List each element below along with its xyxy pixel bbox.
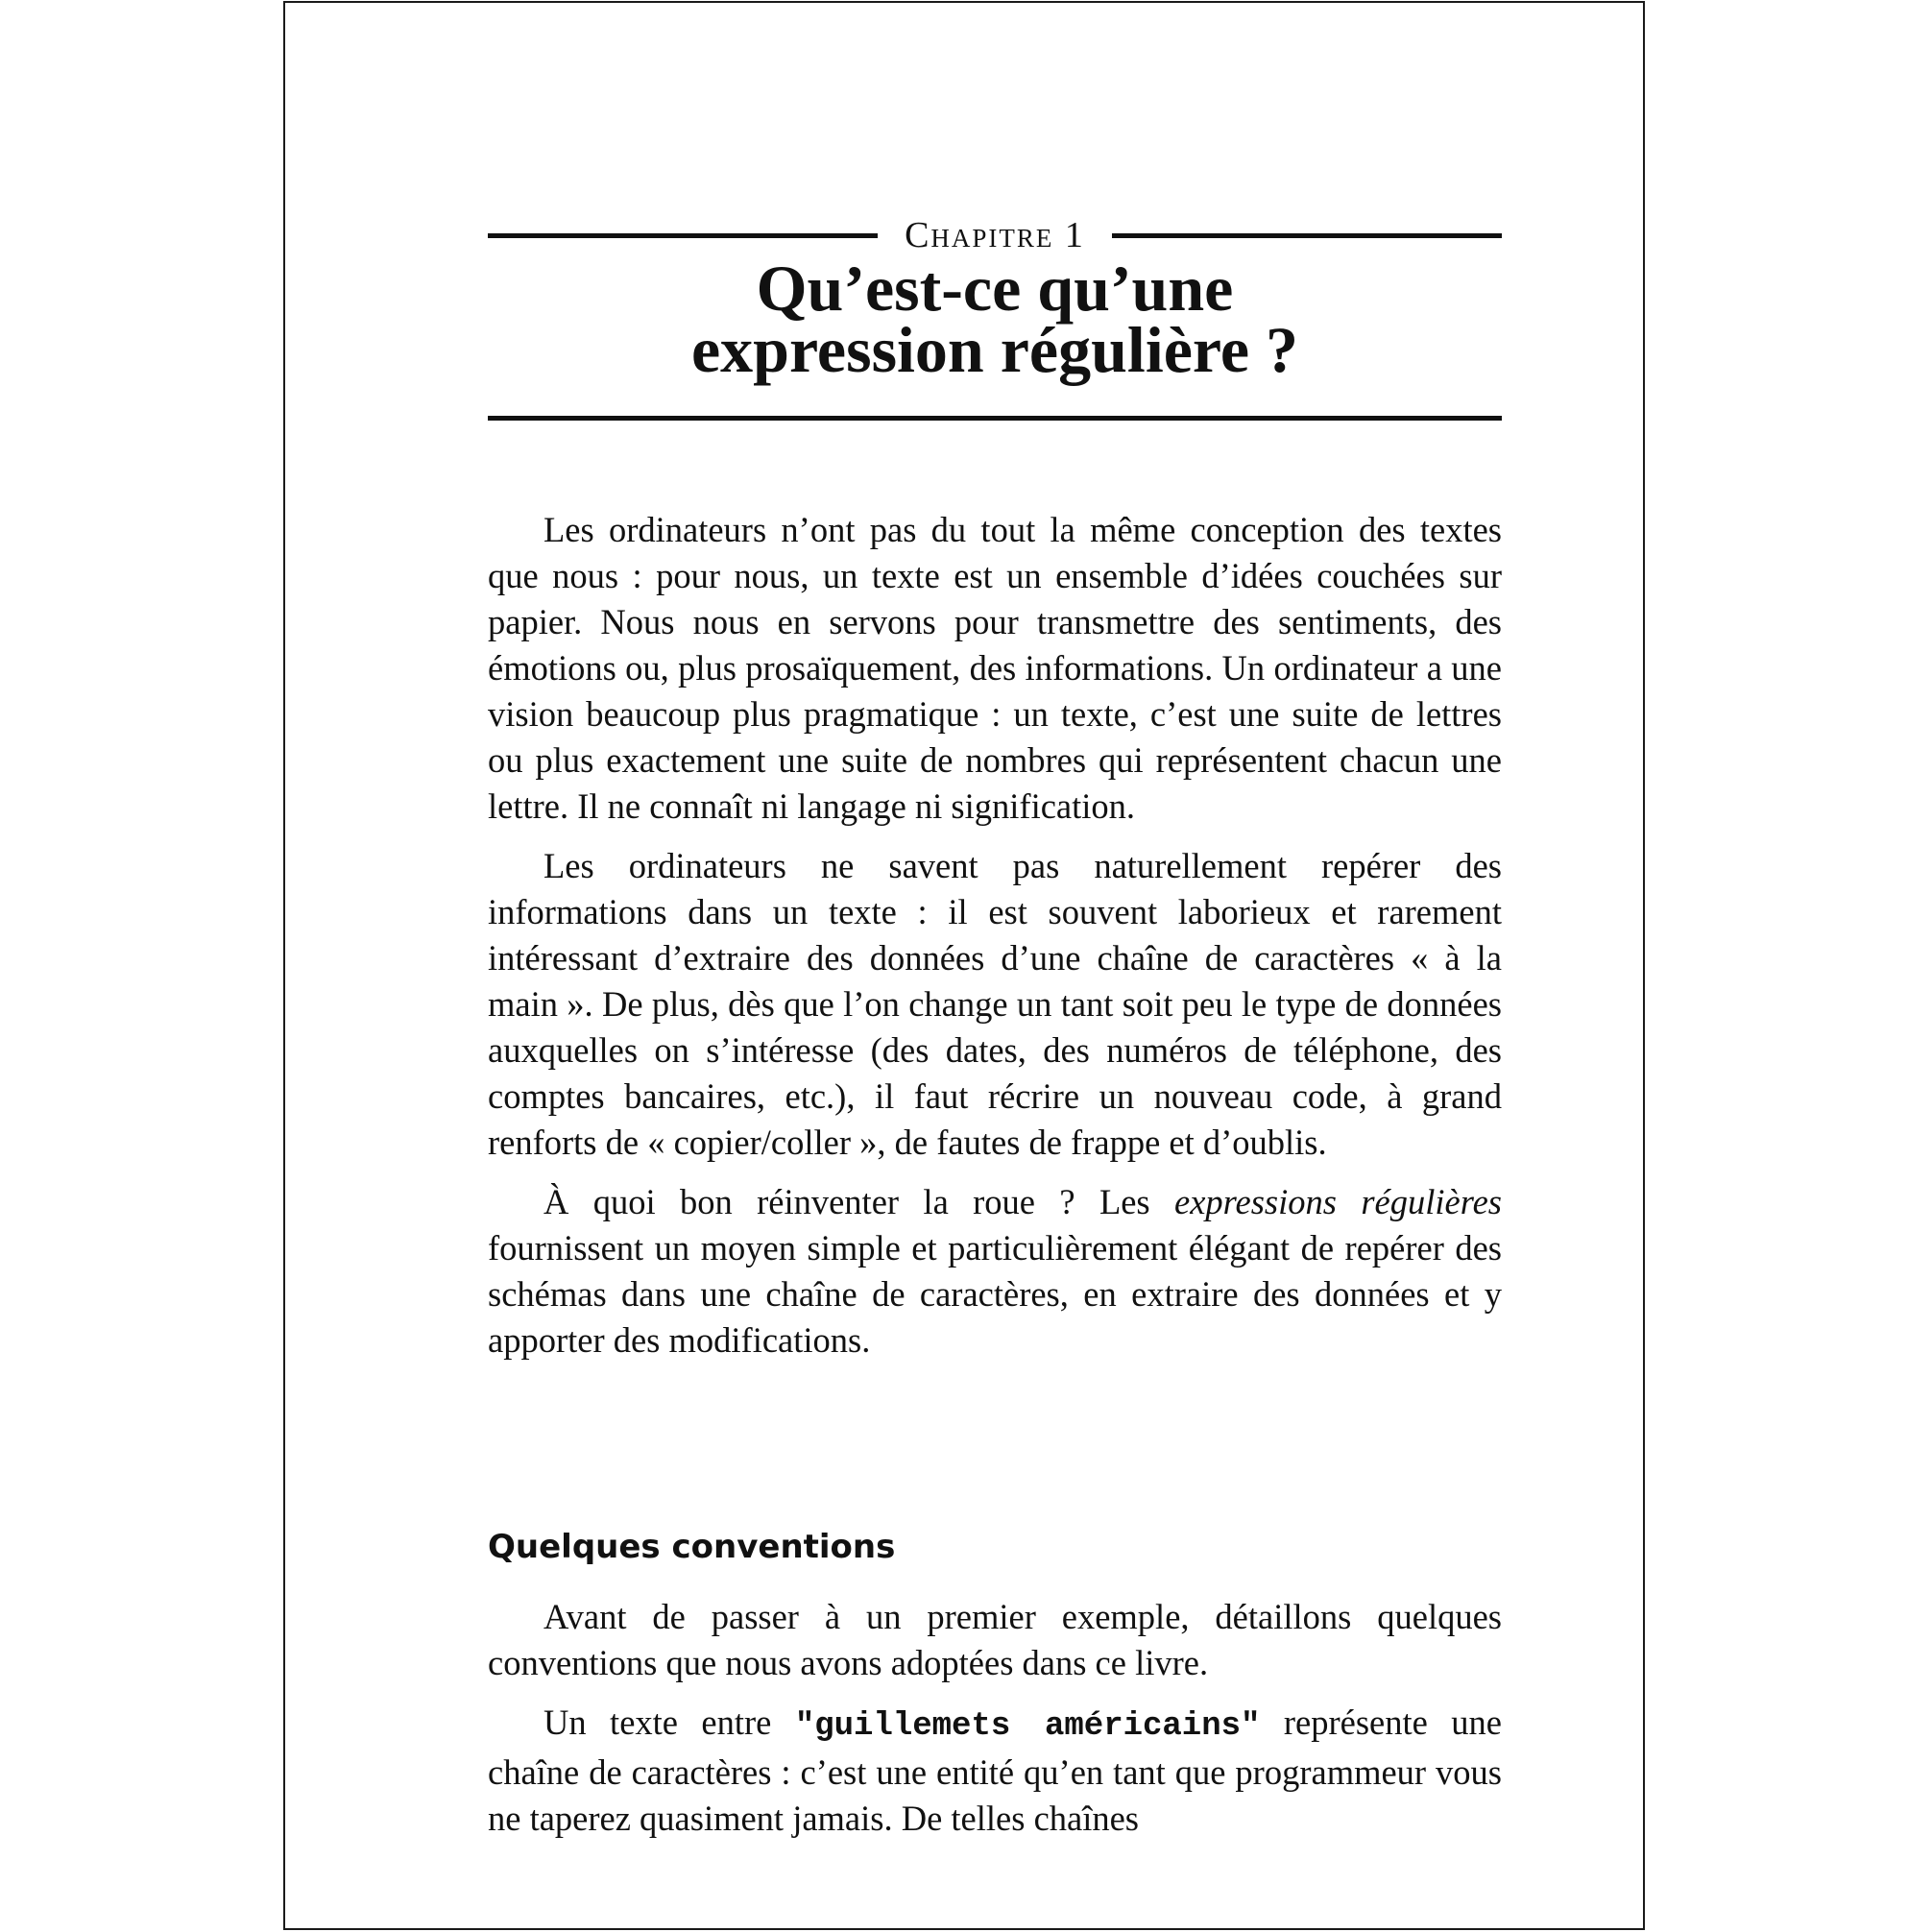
paragraph-3-start: À quoi bon réinventer la roue ? Les xyxy=(543,1182,1175,1221)
paragraph-3-end: fournissent un moyen simple et particulièrement élégant de repérer des schémas dans une chaîne de caractères, en extraire des données et y apporter des modifications. xyxy=(488,1228,1502,1360)
chapter-label: Chapitre 1 xyxy=(905,215,1085,255)
paragraph-3 xyxy=(488,1179,1502,1364)
title-rule xyxy=(488,416,1502,421)
paragraph-2: Les ordinateurs ne savent pas naturellement repérer des informations dans un texte : il est souvent laborieux et rarement intéressant d’extraire des données d’une chaîne de caractères « à la main ». De plus, dès que l’on change un tant soit peu le type de données auxquelles on s’intéresse (des dates, des numéros de téléphone, des comptes bancaires, etc.), il faut récrire un nouveau code, à grand renforts de « copier/coller », de fautes de frappe et d’oublis. xyxy=(488,846,1502,1162)
chapter-title xyxy=(488,252,1502,386)
chapter-title-line-1: Qu’est-ce qu’une xyxy=(756,252,1234,325)
intro-body xyxy=(488,507,1502,1377)
chapter-title-line-2: expression régulière ? xyxy=(690,313,1299,386)
chapter-rule-left xyxy=(488,233,878,238)
section-heading: Quelques conventions xyxy=(488,1528,896,1566)
chapter-rule-right xyxy=(1112,233,1502,238)
paragraph-5 xyxy=(488,1700,1502,1842)
paragraph-5-start: Un texte entre xyxy=(543,1703,795,1742)
paragraph-4: Avant de passer à un premier exemple, détaillons quelques conventions que nous avons adoptées dans ce livre. xyxy=(488,1597,1502,1682)
paragraph-1: Les ordinateurs n’ont pas du tout la même conception des textes que nous : pour nous, un texte est un ensemble d’idées couchées sur papier. Nous nous en servons pour transmettre des sentiments, des émotions ou, plus prosaïquement, des informations. Un ordinateur a une vision beaucoup plus pragmatique : un texte, c’est une suite de lettres ou plus exactement une suite de nombres qui représentent chacun une lettre. Il ne connaît ni langage ni signification. xyxy=(488,510,1502,826)
chapter-header xyxy=(488,216,1502,254)
paragraph-3-emphasis: expressions régulières xyxy=(1174,1182,1502,1221)
paragraph-5-end: représente une chaîne de caractères : c’est une entité qu’en tant que programmeur vous ne taperez quasiment jamais. De telles chaînes xyxy=(488,1703,1502,1838)
section-body xyxy=(488,1594,1502,1855)
paragraph-5-code: "guillemets américains" xyxy=(794,1708,1261,1745)
